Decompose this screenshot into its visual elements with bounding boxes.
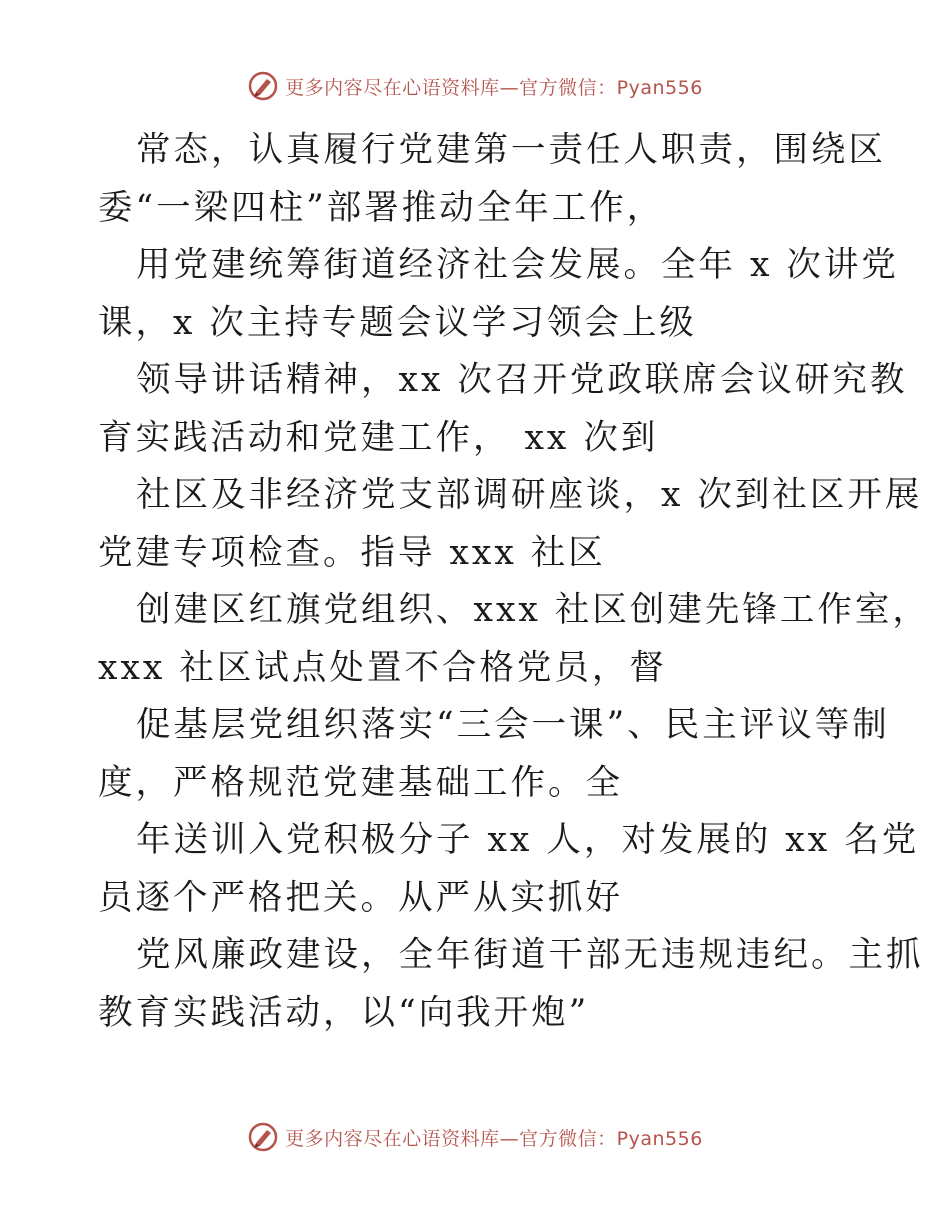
paragraph (98, 352, 908, 467)
line-text: 常态，认真履行党建第一责任人职责，围绕区 (136, 130, 886, 170)
document-body (98, 122, 930, 1042)
line-text: 委“一梁四柱”部署推动全年工作， (98, 187, 665, 228)
pen-logo-icon (247, 1121, 279, 1153)
line-text: 促基层党组织落实“三会一课”、民主评议等制 (136, 705, 890, 745)
watermark-header (0, 70, 950, 102)
watermark-text: 更多内容尽在心语资料库—官方微信：Pyan556 (285, 1127, 703, 1150)
line-text: 领导讲话精神，xx 次召开党政联席会议研究教 (136, 360, 908, 400)
line-text: 年送训入党积极分子 xx 人，对发展的 xx 名党 (136, 820, 920, 860)
line-text: 用党建统筹街道经济社会发展。全年 x 次讲党 (136, 245, 899, 285)
line-text: 社区及非经济党支部调研座谈，x 次到社区开展 (136, 475, 923, 515)
paragraph (98, 582, 930, 697)
paragraph (98, 812, 920, 927)
line-text: 课，x 次主持专题会议学习领会上级 (98, 302, 697, 343)
line-text: 度，严格规范党建基础工作。全 (98, 762, 623, 803)
line-text: 党建专项检查。指导 xxx 社区 (98, 532, 606, 573)
paragraph (98, 237, 899, 352)
pen-logo-icon (247, 70, 279, 102)
line-text: 育实践活动和党建工作， xx 次到 (98, 417, 659, 458)
paragraph (98, 122, 886, 237)
paragraph (98, 467, 923, 582)
line-text: 员逐个严格把关。从严从实抓好 (98, 877, 623, 918)
paragraph (98, 927, 924, 1042)
line-text: xxx 社区试点处置不合格党员，督 (98, 647, 667, 688)
paragraph (98, 697, 890, 812)
line-text: 党风廉政建设，全年街道干部无违规违纪。主抓 (136, 935, 924, 975)
watermark-text: 更多内容尽在心语资料库—官方微信：Pyan556 (285, 76, 703, 99)
watermark-footer (0, 1121, 950, 1153)
line-text: 教育实践活动，以“向我开炮” (98, 992, 590, 1033)
line-text: 创建区红旗党组织、xxx 社区创建先锋工作室， (136, 590, 930, 630)
